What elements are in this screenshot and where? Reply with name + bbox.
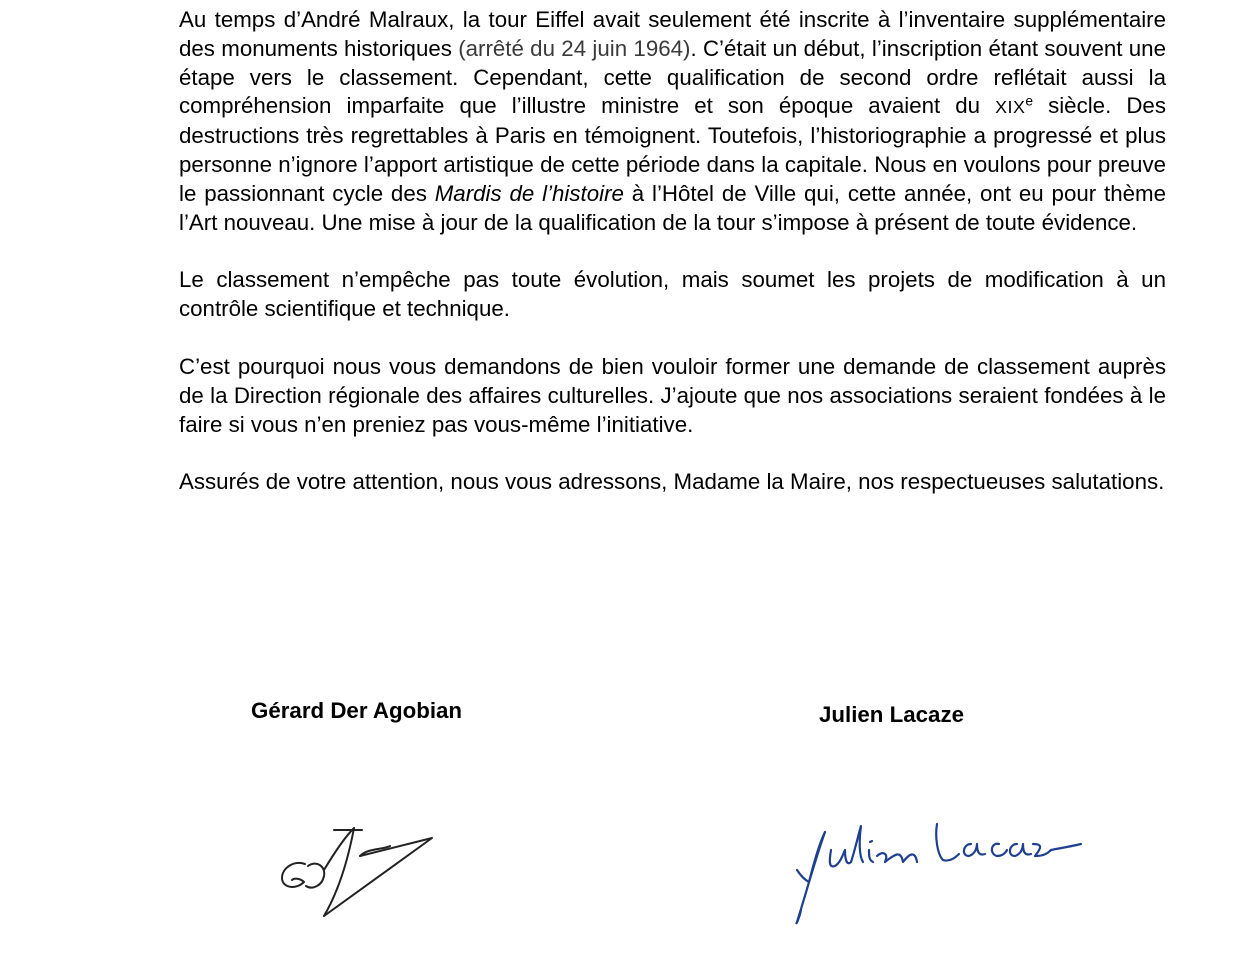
signatory-name-2: Julien Lacaze bbox=[819, 702, 964, 727]
paragraph-1-part-6: à l’Hôtel de Ville qui, cette année, ont eu pour thème l’Art nouveau. Une mise à jour de la qualification de la tour s’impose à présent de toute évidence. bbox=[179, 180, 1166, 235]
signature-julien-lacaze bbox=[785, 810, 1085, 935]
paragraph-1 bbox=[179, 6, 1166, 237]
letter-body bbox=[179, 6, 1166, 526]
paragraph-1-part-3: . C’était un début, l’inscription étant souvent une étape vers le classement. Cependant, cette qualification de second ordre reflétait aussi la compréhension imparfaite que l’illustre ministre et son époque avaient du bbox=[179, 35, 1166, 119]
century-numeral: XIX bbox=[995, 97, 1026, 118]
paragraph-1-part-1: Au temps d’André Malraux, la tour Eiffel avait seulement été inscrite à l’inventaire supplémentaire des monuments historiques bbox=[179, 7, 1166, 61]
century-superscript: e bbox=[1025, 92, 1034, 109]
signatory-name-1: Gérard Der Agobian bbox=[251, 698, 463, 723]
decree-reference: (arrêté du 24 juin 1964) bbox=[458, 35, 691, 61]
paragraph-2: Le classement n’empêche pas toute évolution, mais soumet les projets de modification à un contrôle scientifique et technique. bbox=[179, 267, 1166, 322]
signature-gerard-der-agobian bbox=[270, 820, 450, 930]
event-title: Mardis de l’histoire bbox=[434, 180, 624, 206]
paragraph-4-closing: Assurés de votre attention, nous vous adressons, Madame la Maire, nos respectueuses salutations. bbox=[179, 469, 1165, 495]
paragraph-1-part-4: siècle. Des destructions très regrettables à Paris en témoignent. Toutefois, l’historiographie a progressé et plus personne n’ignore l’apport artistique de cette période dans la capitale. Nous en voulons pour preuve le passionnant cycle des bbox=[179, 93, 1166, 206]
paragraph-3: C’est pourquoi nous vous demandons de bien vouloir former une demande de classement auprès de la Direction régionale des affaires culturelles. J’ajoute que nos associations seraient fondées à le faire si vous n’en preniez pas vous-même l’initiative. bbox=[179, 353, 1166, 437]
